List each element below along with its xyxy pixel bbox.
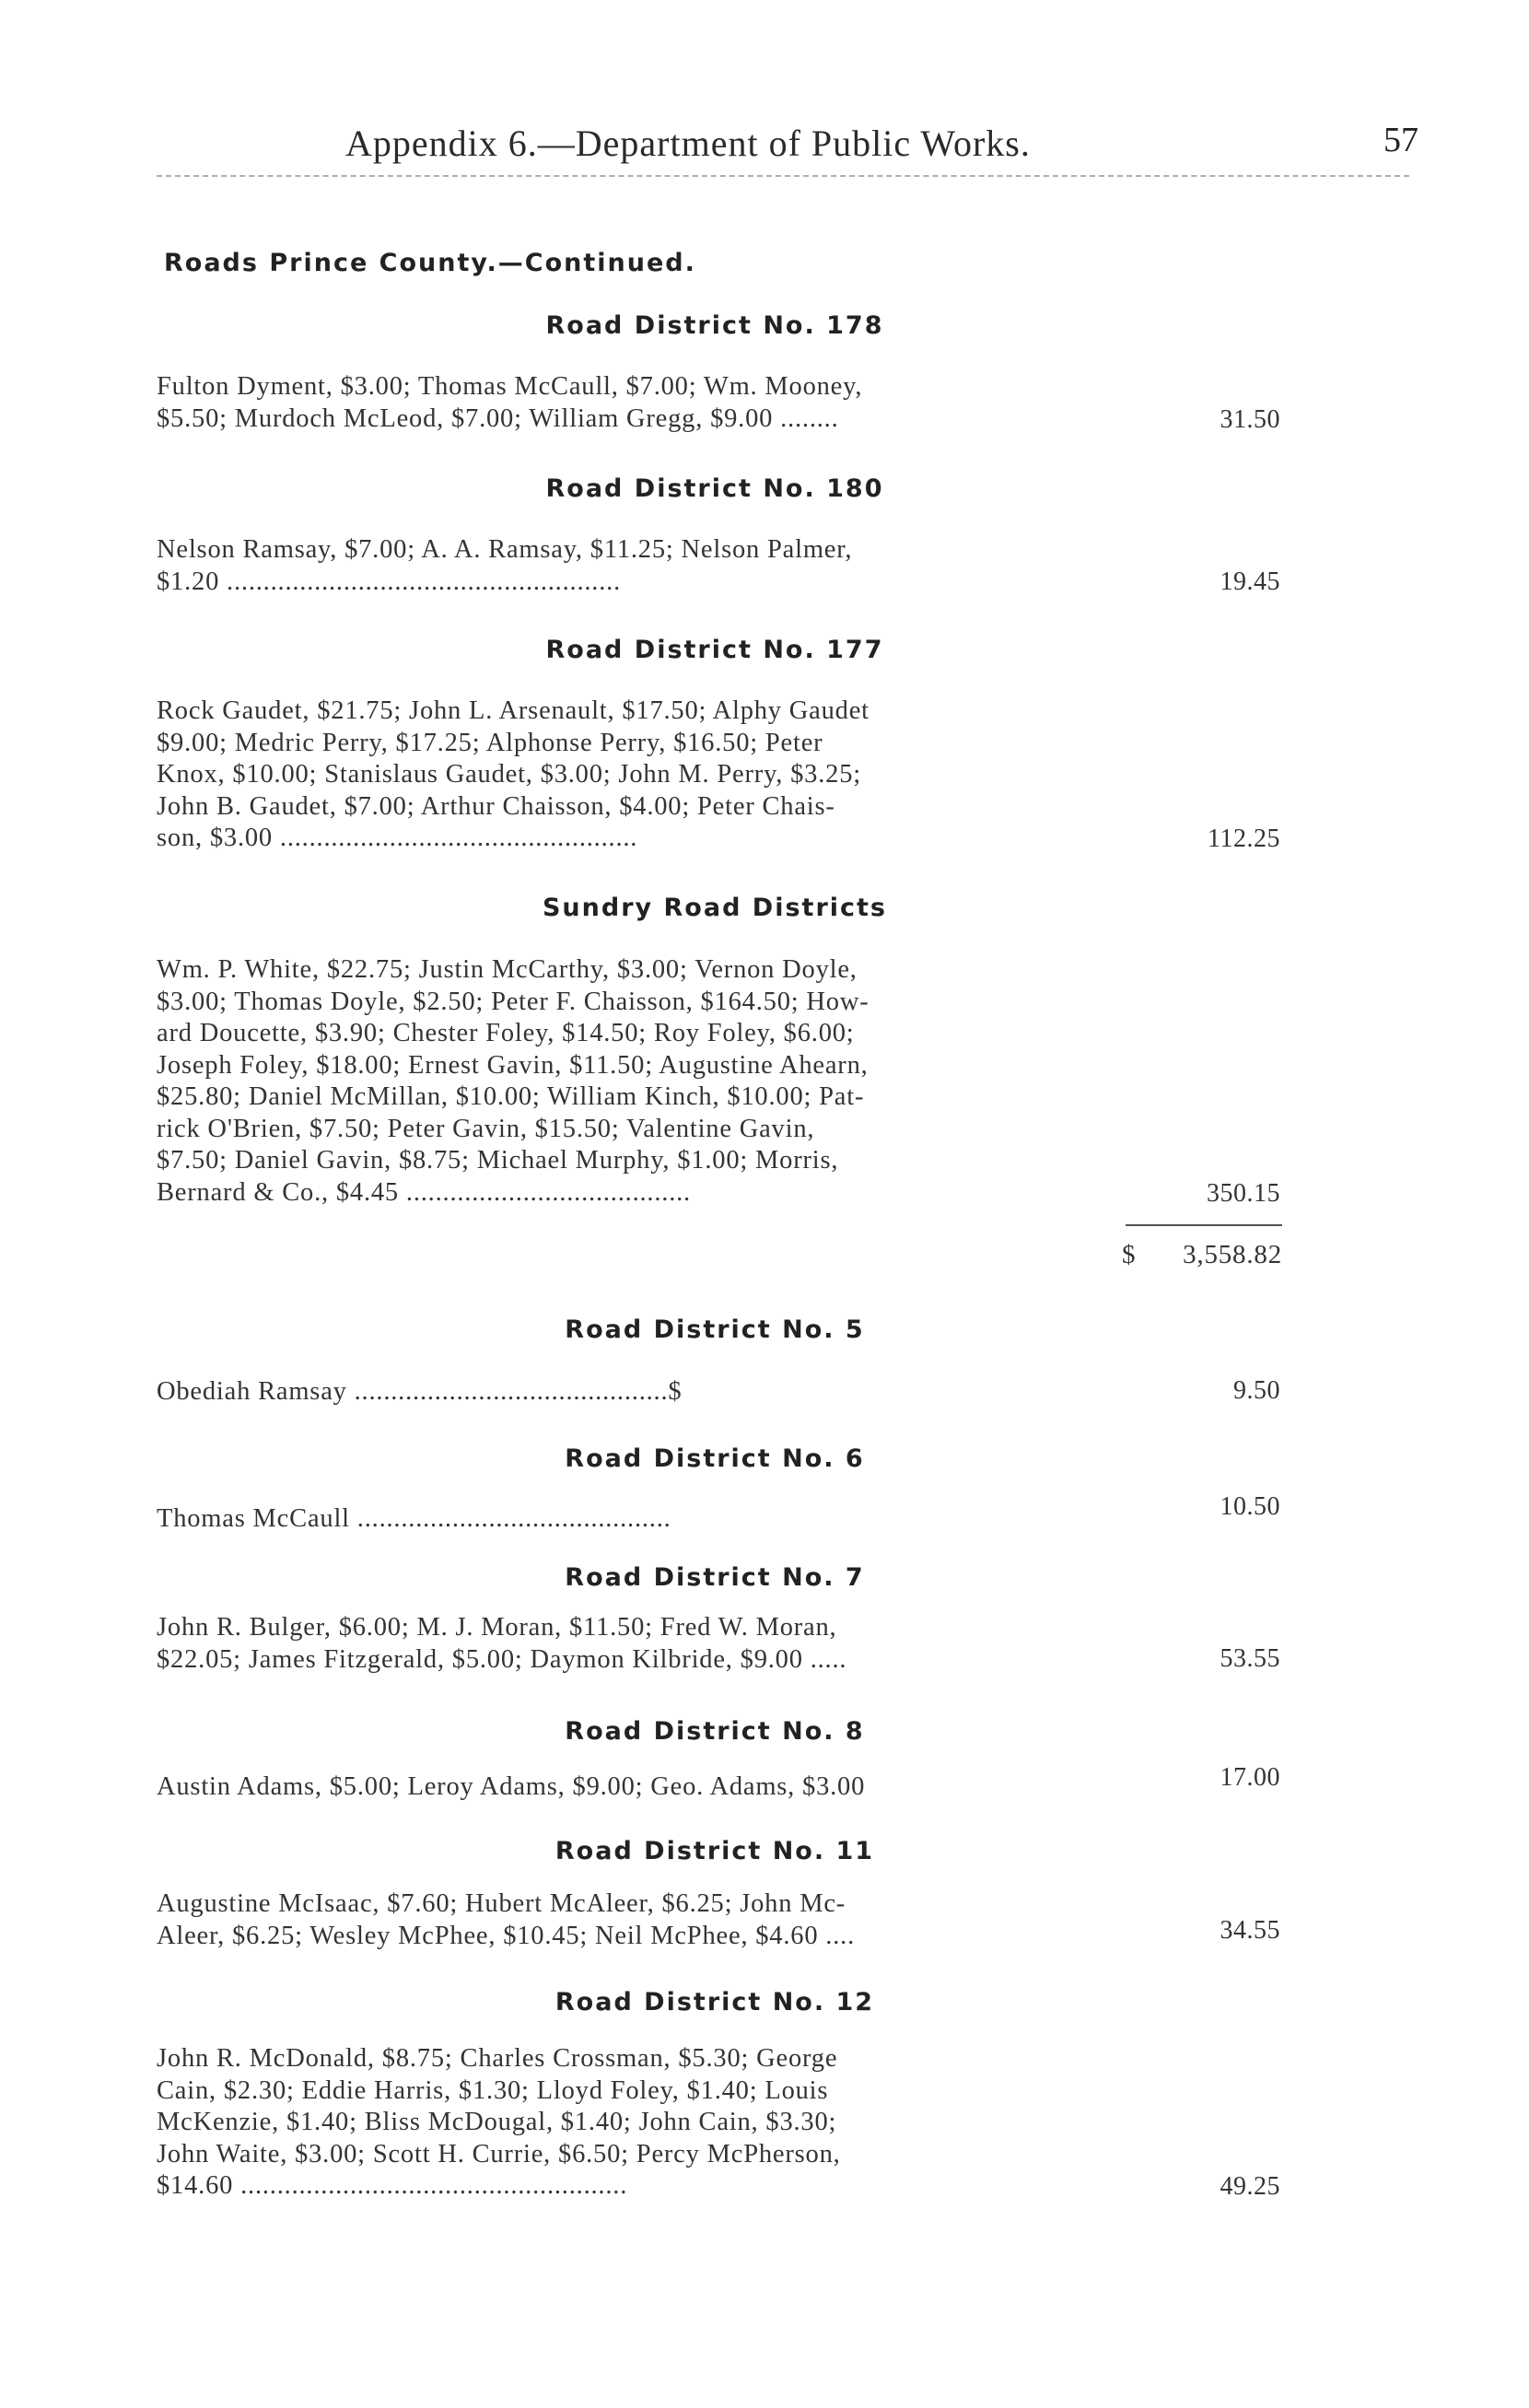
district-entry xyxy=(157,1376,1142,1409)
entry-line: John B. Gaudet, $7.00; Arthur Chaisson, $4.00; Peter Chais- xyxy=(157,791,835,821)
district-amount: 49.25 xyxy=(1220,2172,1280,2201)
entry-line: John R. Bulger, $6.00; M. J. Moran, $11.50; Fred W. Moran, xyxy=(157,1613,837,1642)
entry-line: $3.00; Thomas Doyle, $2.50; Peter F. Chaisson, $164.50; How- xyxy=(157,987,870,1016)
subtotal-value: 3,558.82 xyxy=(1183,1240,1282,1269)
running-header xyxy=(157,118,1418,173)
entry-line: $14.60 ..................................................... xyxy=(157,2171,628,2200)
district-heading: Road District No. 180 xyxy=(545,474,884,503)
district-heading: Road District No. 178 xyxy=(545,311,884,340)
subtotal-rule xyxy=(1126,1224,1282,1226)
district-entry xyxy=(157,1888,1142,1952)
entry-line: Joseph Foley, $18.00; Ernest Gavin, $11.50; Augustine Ahearn, xyxy=(157,1050,869,1080)
entry-line: $1.20 ...................................................... xyxy=(157,567,621,596)
district-amount: 9.50 xyxy=(1233,1376,1280,1405)
entry-line: $9.00; Medric Perry, $17.25; Alphonse Perry, $16.50; Peter xyxy=(157,728,823,757)
district-entry xyxy=(157,954,1142,1209)
district-amount: 350.15 xyxy=(1207,1179,1280,1208)
district-entry xyxy=(157,534,1142,598)
entry-line: Aleer, $6.25; Wesley McPhee, $10.45; Neil McPhee, $4.60 .... xyxy=(157,1921,855,1950)
district-entry xyxy=(157,2043,1142,2203)
page-number: 57 xyxy=(1383,121,1418,159)
entry-line: Austin Adams, $5.00; Leroy Adams, $9.00; Geo. Adams, $3.00 xyxy=(157,1772,866,1801)
district-entry xyxy=(157,371,1142,435)
entry-line: Bernard & Co., $4.45 ....................................... xyxy=(157,1177,691,1207)
district-heading: Road District No. 12 xyxy=(554,1988,875,2016)
entry-line: Fulton Dyment, $3.00; Thomas McCaull, $7.00; Wm. Mooney, xyxy=(157,372,863,401)
district-heading: Road District No. 8 xyxy=(565,1717,865,1746)
entry-line: son, $3.00 ................................................. xyxy=(157,824,638,852)
entry-line: John Waite, $3.00; Scott H. Currie, $6.50; Percy McPherson, xyxy=(157,2139,841,2168)
district-entry xyxy=(157,1771,1142,1804)
district-amount: 112.25 xyxy=(1208,824,1280,853)
running-title: Appendix 6.—Department of Public Works. xyxy=(345,123,1031,164)
section-heading: Roads Prince County.—Continued. xyxy=(164,249,696,277)
entry-line: Nelson Ramsay, $7.00; A. A. Ramsay, $11.25; Nelson Palmer, xyxy=(157,535,853,564)
entry-line: $22.05; James Fitzgerald, $5.00; Daymon Kilbride, $9.00 ..... xyxy=(157,1644,847,1674)
subtotal-currency: $ xyxy=(1122,1240,1136,1269)
district-amount: 34.55 xyxy=(1220,1916,1280,1945)
district-heading: Road District No. 6 xyxy=(565,1444,865,1473)
entry-line: Thomas McCaull ........................................... xyxy=(157,1504,671,1533)
district-entry xyxy=(157,1503,1142,1536)
entry-line: ard Doucette, $3.90; Chester Foley, $14.50; Roy Foley, $6.00; xyxy=(157,1019,855,1047)
entry-line: Cain, $2.30; Eddie Harris, $1.30; Lloyd Foley, $1.40; Louis xyxy=(157,2075,829,2105)
district-heading: Road District No. 5 xyxy=(565,1315,865,1344)
district-heading: Road District No. 177 xyxy=(545,636,884,664)
entry-line: John R. McDonald, $8.75; Charles Crossman, $5.30; George xyxy=(157,2044,838,2073)
district-amount: 53.55 xyxy=(1220,1644,1280,1673)
district-amount: 17.00 xyxy=(1220,1763,1280,1792)
header-rule xyxy=(157,175,1409,177)
district-entry xyxy=(157,1612,1142,1676)
entry-line: Rock Gaudet, $21.75; John L. Arsenault, $17.50; Alphy Gaudet xyxy=(157,696,870,725)
district-amount: 19.45 xyxy=(1220,567,1280,596)
district-heading: Sundry Road Districts xyxy=(542,894,887,922)
district-amount: 31.50 xyxy=(1220,405,1280,434)
entry-line: Wm. P. White, $22.75; Justin McCarthy, $3.00; Vernon Doyle, xyxy=(157,955,858,984)
entry-line: rick O'Brien, $7.50; Peter Gavin, $15.50; Valentine Gavin, xyxy=(157,1114,815,1143)
district-heading: Road District No. 11 xyxy=(554,1837,875,1865)
district-heading: Road District No. 7 xyxy=(565,1563,865,1592)
entry-line: Knox, $10.00; Stanislaus Gaudet, $3.00; John M. Perry, $3.25; xyxy=(157,760,861,789)
entry-line: McKenzie, $1.40; Bliss McDougal, $1.40; John Cain, $3.30; xyxy=(157,2108,837,2136)
district-entry xyxy=(157,696,1142,855)
entry-line: $25.80; Daniel McMillan, $10.00; William Kinch, $10.00; Pat- xyxy=(157,1082,865,1111)
entry-line: $5.50; Murdoch McLeod, $7.00; William Gregg, $9.00 ........ xyxy=(157,403,839,433)
entry-line: Obediah Ramsay ...........................................$ xyxy=(157,1377,683,1406)
district-amount: 10.50 xyxy=(1220,1492,1280,1521)
entry-line: Augustine McIsaac, $7.60; Hubert McAleer, $6.25; John Mc- xyxy=(157,1889,846,1918)
entry-line: $7.50; Daniel Gavin, $8.75; Michael Murphy, $1.00; Morris, xyxy=(157,1146,839,1175)
